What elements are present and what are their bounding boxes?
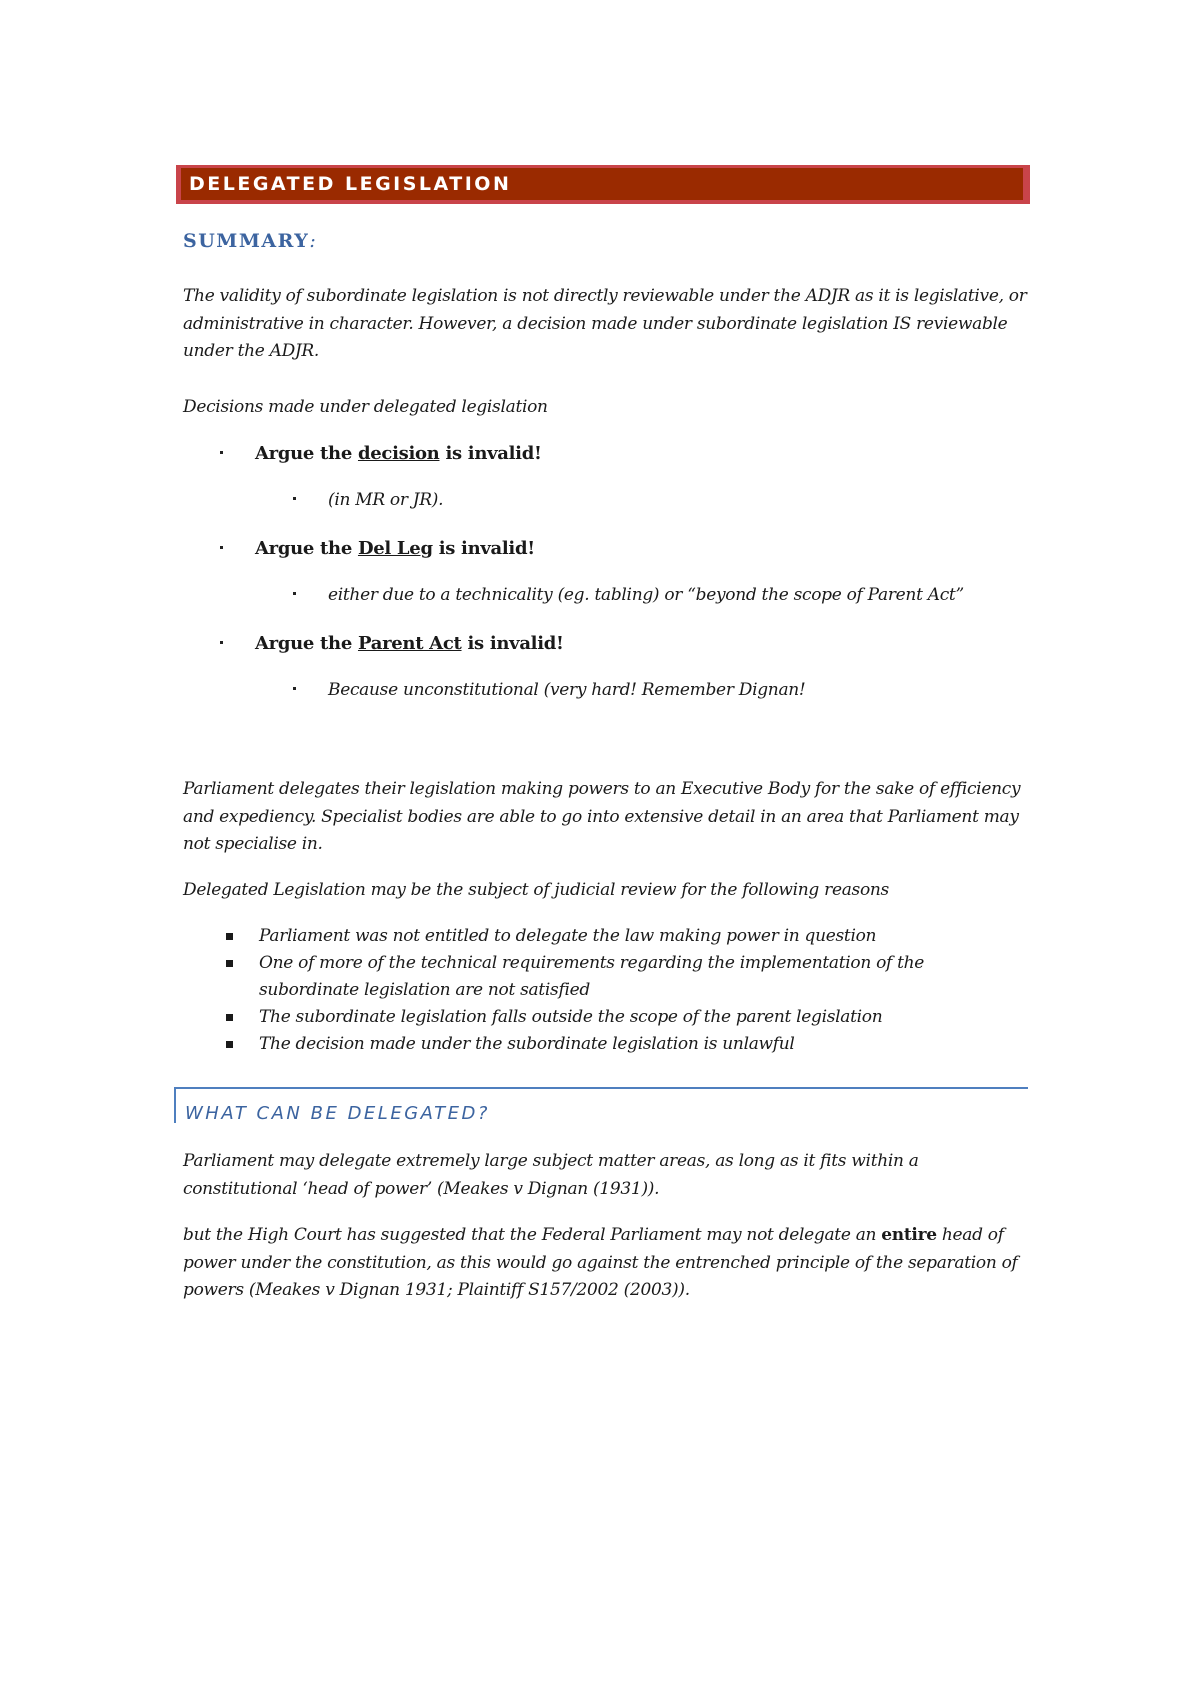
reason-text: The subordinate legislation falls outside the scope of the parent legislation <box>259 1007 883 1027</box>
summary-heading-colon: : <box>309 230 316 252</box>
argue-term: decision <box>357 443 440 464</box>
square-bullet-icon <box>226 933 233 940</box>
square-bullet-icon <box>226 1041 233 1048</box>
title-banner-inner <box>181 168 1023 200</box>
argue-term: Del Leg <box>357 538 433 559</box>
reasons-list <box>226 923 966 1058</box>
reason-text: The decision made under the subordinate legislation is unlawful <box>259 1034 795 1054</box>
list-item <box>226 1031 966 1058</box>
square-bullet-icon <box>226 960 233 967</box>
body-paragraph-2: Delegated Legislation may be the subject of judicial review for the following reasons <box>183 880 889 900</box>
section2-emphasis: entire <box>881 1225 937 1245</box>
bullet-icon <box>293 592 296 595</box>
bullet-icon <box>220 546 223 549</box>
section2-text-after: head of power under the constitution, as this would go against the entrenched principle of the separation of powers (Meakes v Dignan 1931; Plaintiff S157/2002 (2003)). <box>183 1225 1018 1300</box>
summary-paragraph-1: The validity of subordinate legislation is not directly reviewable under the ADJR as it is legislative, or administrative in character. However, a decision made under subordinate legislation IS reviewable under the ADJR. <box>183 286 1027 361</box>
square-bullet-icon <box>226 1014 233 1021</box>
document-title: DELEGATED LEGISLATION <box>189 173 512 195</box>
argue-item <box>220 633 564 654</box>
argue-prefix: Argue the <box>255 633 358 654</box>
argue-item <box>220 443 542 464</box>
section2-paragraph-1: Parliament may delegate extremely large subject matter areas, as long as it fits within a constitutional ‘head of power’ (Meakes v Dignan (1931)). <box>183 1151 919 1199</box>
argue-item-text <box>255 443 542 464</box>
argue-note: (in MR or JR). <box>328 490 444 510</box>
summary-heading <box>183 230 316 252</box>
section-heading-box <box>174 1087 1028 1123</box>
argue-prefix: Argue the <box>255 443 358 464</box>
section2-paragraph-2 <box>183 1222 1033 1305</box>
argue-item-text <box>255 633 564 654</box>
bullet-icon <box>220 641 223 644</box>
reason-text: One of more of the technical requirements regarding the implementation of the subordinate legislation are not satisfied <box>259 953 925 1000</box>
bullet-icon <box>220 451 223 454</box>
title-banner <box>176 165 1030 204</box>
argue-note-item <box>293 680 805 700</box>
summary-paragraph-2: Decisions made under delegated legislation <box>183 397 548 417</box>
section2-text-before: but the High Court has suggested that the Federal Parliament may not delegate an <box>183 1225 882 1245</box>
argue-prefix: Argue the <box>255 538 358 559</box>
reason-text: Parliament was not entitled to delegate the law making power in question <box>259 926 877 946</box>
bullet-icon <box>293 497 296 500</box>
argue-item-text <box>255 538 535 559</box>
bullet-icon <box>293 687 296 690</box>
list-item <box>226 1004 966 1031</box>
list-item <box>226 923 966 950</box>
argue-note-item <box>293 490 443 510</box>
list-item <box>226 950 966 1004</box>
argue-suffix: is invalid! <box>439 443 542 464</box>
argue-suffix: is invalid! <box>461 633 564 654</box>
section-heading: WHAT CAN BE DELEGATED? <box>185 1103 490 1124</box>
argue-suffix: is invalid! <box>432 538 535 559</box>
argue-item <box>220 538 535 559</box>
summary-heading-text: SUMMARY <box>183 230 310 252</box>
argue-note: Because unconstitutional (very hard! Remember Dignan! <box>328 680 806 700</box>
body-paragraph-1: Parliament delegates their legislation making powers to an Executive Body for the sake of efficiency and expediency. Specialist bodies are able to go into extensive detail in an area that Parliament may not specialise in. <box>183 779 1021 854</box>
argue-note-item <box>293 585 964 605</box>
argue-term: Parent Act <box>357 633 462 654</box>
argue-note: either due to a technicality (eg. tabling) or “beyond the scope of Parent Act” <box>328 585 964 605</box>
